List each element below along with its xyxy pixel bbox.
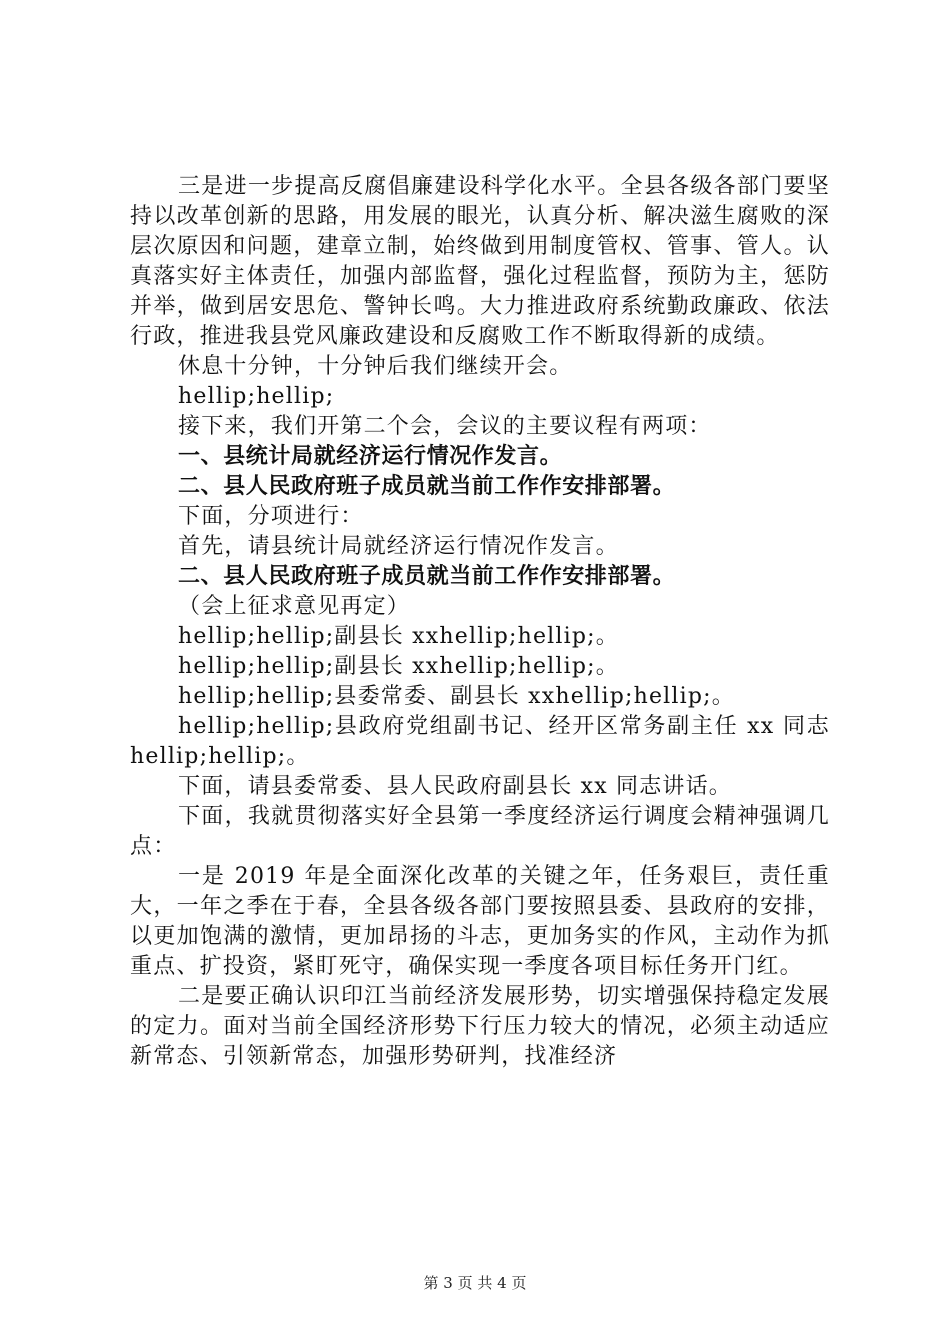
paragraph: hellip;hellip;县委常委、副县长 xxhellip;hellip;。 — [178, 684, 735, 709]
paragraph: 接下来，我们开第二个会，会议的主要议程有两项： — [178, 414, 712, 439]
paragraph: hellip;hellip;县政府党组副书记、经开区常务副主任 xx 同志 hellip;hellip;。 — [130, 714, 830, 769]
paragraph: 一是 2019 年是全面深化改革的关键之年，任务艰巨，责任重大，一年之季在于春，全县各级各部门要按照县委、县政府的安排，以更加饱满的激情，更加昂扬的斗志，更加务实的作风，主动作为抓重点、扩投资，紧盯死守，确保实现一季度各项目标任务开门红。 — [130, 864, 830, 979]
paragraph: hellip;hellip;副县长 xxhellip;hellip;。 — [178, 624, 619, 649]
bold-paragraph: 一、县统计局就经济运行情况作发言。 — [178, 444, 563, 469]
paragraph: 二是要正确认识印江当前经济发展形势，切实增强保持稳定发展的定力。面对当前全国经济形势下行压力较大的情况，必须主动适应新常态、引领新常态，加强形势研判，找准经济 — [130, 984, 830, 1069]
bold-paragraph: 二、县人民政府班子成员就当前工作作安排部署。 — [178, 564, 676, 589]
paragraph: 休息十分钟，十分钟后我们继续开会。 — [178, 354, 573, 379]
paragraph: 下面，我就贯彻落实好全县第一季度经济运行调度会精神强调几点： — [130, 804, 830, 859]
paragraph: 三是进一步提高反腐倡廉建设科学化水平。全县各级各部门要坚持以改革创新的思路，用发展的眼光，认真分析、解决滋生腐败的深层次原因和问题，建章立制，始终做到用制度管权、管事、管人。认真落实好主体责任，加强内部监督，强化过程监督，预防为主，惩防并举，做到居安思危、警钟长鸣。大力推进政府系统勤政廉政、依法行政，推进我县党风廉政建设和反腐败工作不断取得新的成绩。 — [130, 174, 830, 349]
paragraph: hellip;hellip;副县长 xxhellip;hellip;。 — [178, 654, 619, 679]
paragraph: 首先，请县统计局就经济运行情况作发言。 — [178, 534, 619, 559]
document-body — [130, 172, 830, 1072]
page-footer: 第 3 页 共 4 页 — [423, 1274, 527, 1292]
bold-paragraph: 二、县人民政府班子成员就当前工作作安排部署。 — [178, 474, 676, 499]
paragraph: （会上征求意见再定） — [178, 594, 411, 619]
paragraph: 下面，分项进行： — [178, 504, 364, 529]
paragraph: 下面，请县委常委、县人民政府副县长 xx 同志讲话。 — [178, 774, 733, 799]
paragraph: hellip;hellip; — [178, 384, 335, 409]
